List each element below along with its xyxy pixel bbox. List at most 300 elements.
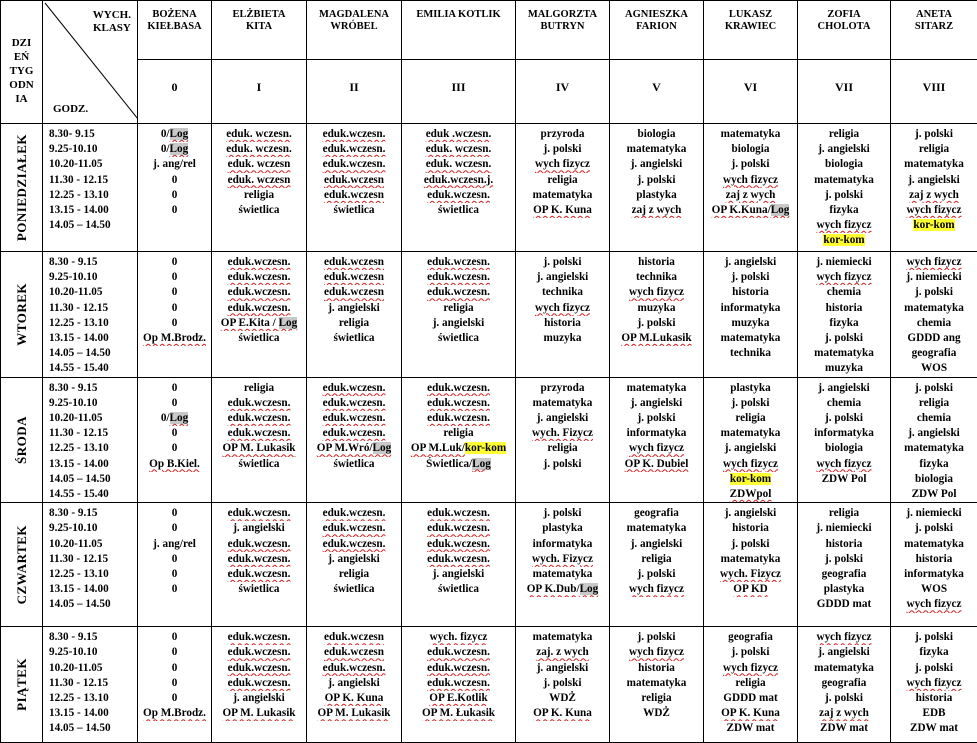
line-text: religia [338, 568, 370, 581]
line-text: 10.20-11.05 [49, 412, 103, 425]
lesson-cell [798, 503, 891, 627]
hours-cell [43, 252, 138, 378]
line-text: geografia [911, 347, 957, 360]
line-text: 8.30 - 9.15 [49, 256, 98, 268]
line-text: informatyka [814, 427, 874, 440]
line-text: j. angielski [432, 568, 485, 581]
line-text: matematyka [904, 301, 964, 314]
line-text: religia [918, 143, 950, 156]
line-text: eduk.wczesn.j. [423, 173, 494, 186]
line-text: eduk.wczesn. [427, 412, 490, 425]
line-text: historia [915, 552, 953, 565]
line-text: eduk.wczesn. [227, 661, 291, 674]
day-name-cell [1, 252, 43, 378]
line-text: 9.25-10.10 [49, 522, 98, 535]
class-number: III [402, 60, 516, 124]
line-text: eduk.wczesn [324, 631, 384, 644]
line-text: eduk.wczesn. [227, 537, 291, 550]
line-text: świetlica [238, 332, 280, 345]
line-text: j. polski [915, 286, 953, 299]
lesson-cell [402, 503, 516, 627]
line-text: eduk.wczesn [324, 188, 384, 201]
line-text: historia [825, 537, 863, 550]
line-text: plastyka [730, 381, 771, 394]
line-text: eduk.wczesn. [427, 646, 490, 659]
day-label-line: ODN [9, 79, 34, 91]
line-text: świetlica [333, 457, 375, 470]
line-text: fizyka [919, 646, 949, 659]
line-text: j. polski [915, 522, 953, 535]
line-text: wych fizycz [629, 286, 684, 299]
line-text: plastyka [636, 188, 677, 201]
line-text: j. polski [731, 646, 770, 659]
line-text: wych. Fizycz [532, 552, 593, 565]
lesson-cell [138, 124, 212, 252]
line-text: religia [735, 676, 766, 689]
line-text: 0 [171, 316, 178, 329]
line-text: zaj z wych [819, 707, 869, 720]
lesson-cell [610, 252, 704, 378]
line-text: matematyka [720, 427, 781, 440]
lesson-cell [516, 124, 610, 252]
line-text: GDDD mat [816, 598, 872, 611]
line-text: 0 [171, 427, 178, 440]
line-text: historia [544, 316, 581, 329]
line-text: j. polski [543, 507, 582, 520]
line-text: WDŻ [643, 707, 670, 720]
day-name: PONIEDZIAŁEK [13, 133, 29, 242]
line-text: j. angielski [724, 507, 777, 520]
line-text: wych fizycz [629, 442, 684, 455]
teacher-name [798, 1, 891, 60]
lesson-cell [798, 252, 891, 378]
line-text: 0 [171, 568, 178, 581]
line-text: matematyka [626, 522, 687, 535]
teacher-name [138, 1, 212, 60]
line-text: ZDW mat [726, 722, 775, 735]
line-text: eduk.wczesn. [227, 301, 291, 314]
teacher-first-name: MAGDALENA [319, 9, 389, 20]
line-text: j. ang/rel [153, 537, 196, 550]
line-text: 0/Log [160, 128, 189, 140]
line-text: OP K.Dub/Log [526, 583, 599, 596]
line-text: przyroda [540, 128, 585, 140]
line-text: 0 [171, 188, 178, 201]
lesson-cell [891, 252, 977, 378]
line-text: j. angielski [536, 661, 589, 674]
line-text: eduk.wczesn. [227, 256, 291, 268]
lesson-cell [212, 252, 307, 378]
line-text: matematyka [814, 661, 874, 674]
line-text: WOS [920, 362, 948, 375]
line-text: OP K. Dubiel [624, 457, 689, 470]
line-text: 0/Log [160, 412, 189, 425]
teacher-name [704, 1, 798, 60]
line-text: OP KD [733, 583, 768, 596]
line-text: j. polski [731, 537, 770, 550]
teacher-last-name: SITARZ [914, 21, 954, 32]
line-text: ZDW Pol [911, 488, 957, 501]
teacher-last-name: WRÓBEL [330, 21, 378, 32]
line-text: OP E.Kita / Log [220, 316, 298, 329]
line-text: 9.25-10.10 [49, 646, 98, 659]
line-text: OP K. Kuna [533, 204, 592, 217]
line-text: 11.30 - 12.15 [49, 427, 109, 440]
line-text: Op M.Brodz. [143, 707, 206, 720]
line-text: j. angielski [233, 692, 285, 705]
line-text: j. angielski [908, 173, 960, 186]
line-text: eduk.wczesn. [227, 271, 291, 284]
teacher-first-name: ANETA [916, 9, 952, 20]
lesson-cell [704, 503, 798, 627]
line-text: eduk. wczesn [227, 173, 291, 186]
line-text: eduk.wczesn. [227, 507, 291, 520]
line-text: 0 [171, 396, 178, 409]
line-text: j. polski [637, 568, 676, 581]
day-name-cell [1, 124, 43, 252]
line-text: 11.30 - 12.15 [49, 173, 109, 186]
line-text: muzyka [825, 362, 863, 375]
line-text: eduk.wczesn. [227, 676, 291, 689]
line-text: historia [638, 256, 675, 268]
line-text: kor-kom [823, 234, 865, 247]
lesson-cell [798, 627, 891, 743]
lesson-cell [891, 124, 977, 252]
line-text: matematyka [814, 173, 874, 186]
line-text: informatyka [720, 301, 781, 314]
line-text: religia [828, 507, 860, 520]
line-text: technika [635, 271, 678, 284]
line-text: religia [243, 188, 275, 201]
day-name: ŚRODA [13, 415, 29, 464]
line-text: eduk.wczesn. [227, 396, 291, 409]
line-text: j. polski [731, 396, 770, 409]
line-text: matematyka [626, 143, 687, 156]
line-text: matematyka [904, 537, 964, 550]
line-text: 0 [171, 286, 178, 299]
hours-cell [43, 503, 138, 627]
day-name-cell [1, 377, 43, 503]
line-text: 9.25-10.10 [49, 143, 98, 156]
line-text: eduk .wczesn. [425, 128, 492, 140]
lesson-cell [138, 252, 212, 378]
line-text: wych. Fizycz [720, 568, 781, 581]
lesson-cell [891, 377, 977, 503]
line-text: OP M. Lukasik [222, 707, 296, 720]
line-text: 11.30 - 12.15 [49, 301, 109, 314]
line-text: j. polski [637, 173, 676, 186]
line-text: 0/Log [160, 143, 189, 156]
line-text: eduk.wczesn. [427, 286, 490, 299]
line-text: 13.15 - 14.00 [49, 707, 109, 720]
line-text: eduk.wczesn. [427, 537, 490, 550]
lesson-cell [212, 627, 307, 743]
lesson-cell [891, 627, 977, 743]
line-text: 9.25-10.10 [49, 396, 98, 409]
line-text: eduk.wczesn. [227, 631, 291, 644]
line-text: j. polski [915, 128, 953, 140]
line-text: wych. fizycz [429, 631, 488, 644]
line-text: OP K.Kuna/Log [711, 204, 790, 217]
line-text: eduk.wczesn. [322, 522, 386, 535]
line-text: 0 [171, 256, 178, 268]
line-text: technika [729, 347, 772, 360]
line-text: religia [641, 692, 672, 705]
line-text: 14.05 – 14.50 [49, 472, 111, 485]
lesson-cell [138, 377, 212, 503]
line-text: religia [735, 412, 766, 425]
line-text: j. polski [915, 661, 953, 674]
line-text: religia [443, 427, 474, 440]
line-text: eduk.wczesn. [227, 286, 291, 299]
lesson-cell [212, 124, 307, 252]
hours-cell [43, 377, 138, 503]
line-text: 12.25 - 13.10 [49, 316, 109, 329]
line-text: j. niemiecki [816, 522, 872, 535]
teacher-last-name: BUTRYN [540, 21, 585, 32]
teacher-name [891, 1, 977, 60]
line-text: j. angielski [536, 271, 589, 284]
teacher-first-name: ZOFIA [827, 9, 861, 20]
line-text: 8.30- 9.15 [49, 128, 95, 140]
line-text: eduk.wczesn. [227, 427, 291, 440]
day-label-line: EŃ [13, 51, 30, 63]
line-text: 14.05 – 14.50 [49, 347, 111, 360]
line-text: j. angielski [328, 676, 380, 689]
line-text: wych fizycz [723, 661, 778, 674]
lesson-cell [402, 124, 516, 252]
line-text: j. angielski [536, 412, 589, 425]
line-text: j. ang/rel [153, 158, 196, 171]
class-number: VIII [891, 60, 977, 124]
line-text: eduk. wczesn. [425, 143, 492, 156]
line-text: religia [443, 301, 474, 314]
line-text: religia [338, 316, 370, 329]
line-text: 9.25-10.10 [49, 271, 98, 284]
line-text: informatyka [626, 427, 687, 440]
line-text: religia [243, 381, 275, 394]
line-text: 8.30 - 9.15 [49, 631, 98, 644]
lesson-cell [516, 252, 610, 378]
teacher-name [212, 1, 307, 60]
line-text: eduk.wczesn. [322, 507, 386, 520]
line-text: 14.05 – 14.50 [49, 722, 111, 735]
line-text: eduk. wczesn. [226, 143, 292, 156]
line-text: ZDWpol [729, 488, 772, 501]
teacher-name [402, 1, 516, 60]
line-text: j. angielski [818, 646, 870, 659]
lesson-cell [610, 503, 704, 627]
line-text: wych fizycz [723, 173, 778, 186]
lesson-cell [516, 627, 610, 743]
line-text: 12.25 - 13.10 [49, 188, 109, 201]
line-text: eduk.wczesn [324, 256, 384, 268]
line-text: j. polski [543, 457, 582, 470]
line-text: świetlica [437, 332, 479, 345]
line-text: wych fizycz [723, 457, 778, 470]
line-text: 8.30 - 9.15 [49, 381, 98, 394]
line-text: technika [541, 286, 584, 299]
line-text: 0 [171, 692, 178, 705]
line-text: eduk. wczesn. [425, 158, 492, 171]
line-text: chemia [826, 396, 862, 409]
line-text: 13.15 - 14.00 [49, 204, 109, 217]
line-text: historia [825, 301, 863, 314]
teacher-first-name: BOŻENA [152, 9, 197, 20]
line-text: 0 [171, 552, 178, 565]
line-text: świetlica [238, 204, 280, 217]
line-text: wych fizycz [629, 583, 684, 596]
line-text: OP M. Lukasik [222, 442, 296, 455]
line-text: matematyka [532, 568, 593, 581]
line-text: eduk.wczesn. [227, 552, 291, 565]
day-name: PIĄTEK [13, 658, 29, 712]
line-text: religia [828, 128, 860, 140]
line-text: 0 [171, 173, 178, 186]
line-text: informatyka [904, 568, 964, 581]
line-text: j. angielski [630, 537, 683, 550]
line-text: eduk.wczesn [324, 286, 384, 299]
line-text: plastyka [542, 522, 583, 535]
lesson-cell [610, 627, 704, 743]
godz-label: GODZ. [53, 103, 89, 115]
line-text: świetlica [437, 583, 479, 596]
line-text: chemia [826, 286, 862, 299]
line-text: wych fizycz [906, 598, 962, 611]
line-text: OP M. Łukasik [421, 707, 496, 720]
lesson-cell [798, 124, 891, 252]
line-text: eduk.wczesn. [227, 646, 291, 659]
line-text: matematyka [720, 128, 781, 140]
line-text: 12.25 - 13.10 [49, 442, 109, 455]
line-text: OP M.Wró/Log [316, 442, 392, 455]
line-text: fizyka [919, 457, 949, 470]
line-text: j. angielski [724, 442, 777, 455]
class-number: I [212, 60, 307, 124]
line-text: j. polski [731, 158, 770, 171]
wych-godz-header [43, 1, 138, 124]
line-text: eduk.wczesn. [427, 676, 490, 689]
teacher-name [610, 1, 704, 60]
line-text: WDŻ [549, 692, 576, 705]
line-text: OP M. Lukasik [317, 707, 391, 720]
line-text: eduk.wczesn [324, 646, 384, 659]
line-text: j. polski [825, 692, 863, 705]
lesson-cell [138, 627, 212, 743]
line-text: j. polski [543, 143, 582, 156]
teacher-first-name: AGNIESZKA [624, 9, 688, 20]
line-text: eduk.wczesn. [322, 537, 386, 550]
line-text: 10.20-11.05 [49, 661, 103, 674]
line-text: biologia [825, 158, 863, 171]
line-text: Op B.Kiel. [149, 457, 200, 470]
line-text: 11.30 - 12.15 [49, 676, 109, 689]
line-text: 14.05 – 14.50 [49, 219, 111, 232]
line-text: 12.25 - 13.10 [49, 568, 109, 581]
line-text: j. polski [637, 316, 676, 329]
line-text: eduk.wczesn [324, 173, 384, 186]
line-text: matematyka [626, 676, 687, 689]
line-text: 0 [171, 631, 178, 644]
class-number: VII [798, 60, 891, 124]
line-text: biologia [915, 472, 953, 485]
day-name-cell [1, 627, 43, 743]
line-text: wych fizycz [906, 256, 962, 268]
line-text: j. angielski [328, 552, 380, 565]
line-text: j. angielski [432, 316, 485, 329]
line-text: WOS [920, 583, 948, 596]
line-text: j. angielski [630, 158, 683, 171]
line-text: matematyka [532, 631, 593, 644]
day-column-header [1, 1, 43, 124]
line-text: świetlica [333, 583, 375, 596]
line-text: j. polski [543, 256, 582, 268]
line-text: biologia [637, 128, 676, 140]
line-text: 0 [171, 381, 178, 394]
line-text: matematyka [626, 381, 687, 394]
line-text: wych fizycz [629, 646, 684, 659]
line-text: przyroda [540, 381, 585, 394]
line-text: 0 [171, 646, 178, 659]
line-text: plastyka [823, 583, 865, 596]
teacher-first-name: MALGORZTA [527, 9, 598, 20]
line-text: biologia [731, 143, 770, 156]
line-text: j. niemiecki [906, 507, 962, 520]
line-text: wych fizycz [906, 676, 962, 689]
line-text: j. polski [637, 631, 676, 644]
line-text: historia [638, 661, 675, 674]
line-text: 14.55 - 15.40 [49, 362, 109, 375]
line-text: eduk.wczesn. [427, 381, 490, 394]
line-text: zaj z wych [631, 204, 682, 217]
line-text: 14.05 – 14.50 [49, 598, 111, 611]
class-number: V [610, 60, 704, 124]
line-text: eduk.wczesn. [322, 143, 386, 156]
line-text: 14.55 - 15.40 [49, 488, 109, 501]
line-text: eduk.wczesn. [227, 568, 291, 581]
line-text: 0 [171, 522, 178, 535]
line-text: 13.15 - 14.00 [49, 583, 109, 596]
line-text: historia [915, 692, 953, 705]
line-text: zaj. z wych [536, 646, 589, 659]
line-text: geografia [821, 676, 867, 689]
line-text: eduk.wczesn. [427, 522, 490, 535]
teacher-last-name: FARION [636, 21, 677, 32]
line-text: muzyka [543, 332, 582, 345]
day-row [1, 627, 977, 743]
line-text: 0 [171, 507, 178, 520]
line-text: religia [547, 442, 578, 455]
line-text: EDB [922, 707, 946, 720]
line-text: geografia [821, 568, 867, 581]
lesson-cell [516, 377, 610, 503]
line-text: świetlica [333, 332, 375, 345]
line-text: ZDW mat [820, 722, 868, 735]
line-text: fizyka [829, 316, 859, 329]
line-text: religia [547, 173, 578, 186]
line-text: świetlica [333, 204, 375, 217]
line-text: eduk.wczesn. [427, 507, 490, 520]
line-text: wych fizycz [535, 301, 590, 314]
line-text: j. polski [731, 271, 770, 284]
day-name: CZWARTEK [13, 525, 29, 605]
line-text: j. angielski [328, 301, 380, 314]
line-text: GDDD mat [723, 692, 778, 705]
line-text: eduk.wczesn. [427, 396, 490, 409]
line-text: eduk.wczesn. [427, 552, 490, 565]
hours-cell [43, 627, 138, 743]
lesson-cell [307, 124, 402, 252]
